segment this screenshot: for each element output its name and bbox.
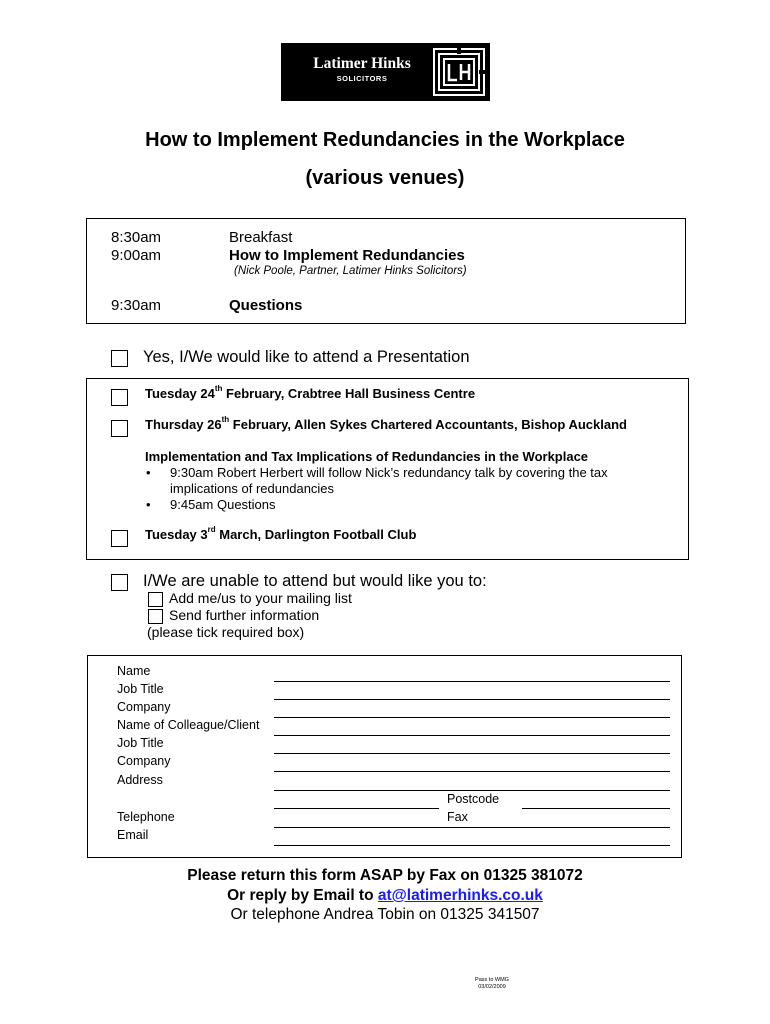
agenda-item: Breakfast	[229, 229, 293, 246]
tick-instruction: (please tick required box)	[147, 624, 305, 640]
latimer-hinks-logo	[281, 43, 490, 101]
fax-label: Fax	[447, 810, 468, 824]
address-line[interactable]	[274, 790, 670, 791]
company-line[interactable]	[274, 771, 670, 772]
postcode-label: Postcode	[447, 792, 500, 806]
field-label-name: Name	[117, 664, 151, 678]
session-label: Thursday 26th February, Allen Sykes Chartered Accountants, Bishop Auckland	[145, 415, 627, 432]
attend-label: Yes, I/We would like to attend a Presentation	[143, 348, 470, 366]
page-title: How to Implement Redundancies in the Workplace	[145, 129, 625, 151]
agenda-item: Questions	[229, 297, 303, 314]
further-info-label: Send further information	[169, 607, 320, 623]
email-instruction: Or reply by Email to at@latimerhinks.co.uk	[227, 887, 543, 904]
bullet-text: implications of redundancies	[170, 481, 335, 496]
mailing-list-checkbox[interactable]	[148, 592, 163, 607]
field-label-company: Company	[117, 700, 171, 714]
telephone-instruction: Or telephone Andrea Tobin on 01325 341507	[230, 906, 540, 923]
telephone-fax-line[interactable]	[274, 827, 670, 828]
agenda-speaker: (Nick Poole, Partner, Latimer Hinks Solicitors)	[234, 265, 467, 277]
bullet-text: 9:30am Robert Herbert will follow Nick’s redundancy talk by covering the tax	[170, 465, 608, 480]
bullet-point: •	[146, 497, 151, 512]
session-label: Tuesday 3rd March, Darlington Football Club	[145, 525, 417, 542]
session-checkbox[interactable]	[111, 530, 128, 547]
agenda-item: How to Implement Redundancies	[229, 247, 465, 264]
agenda-time: 8:30am	[111, 229, 162, 246]
further-info-checkbox[interactable]	[148, 609, 163, 624]
field-label-address: Address	[117, 773, 163, 787]
pass-note: Pass to WMG	[475, 977, 509, 983]
field-label-email: Email	[117, 828, 149, 842]
attend-checkbox[interactable]	[111, 350, 128, 367]
job-title-line[interactable]	[274, 753, 670, 754]
agenda-time: 9:30am	[111, 297, 162, 314]
bullet-point: •	[146, 465, 151, 480]
agenda-time: 9:00am	[111, 247, 162, 264]
session-checkbox[interactable]	[111, 389, 128, 406]
bullet-text: 9:45am Questions	[170, 497, 276, 512]
address-line[interactable]	[274, 808, 439, 809]
page-subtitle: (various venues)	[305, 167, 465, 189]
field-label-colleague: Name of Colleague/Client	[117, 718, 260, 732]
fax-instruction: Please return this form ASAP by Fax on 01325 381072	[187, 867, 583, 884]
mailing-list-label: Add me/us to your mailing list	[169, 590, 352, 606]
field-label-job-title: Job Title	[117, 682, 164, 696]
field-label-telephone: Telephone	[117, 810, 175, 824]
session-label: Tuesday 24th February, Crabtree Hall Business Centre	[145, 384, 476, 401]
logo-name: Latimer Hinks	[313, 55, 411, 72]
unable-label: I/We are unable to attend but would like you to:	[143, 572, 487, 590]
unable-checkbox[interactable]	[111, 574, 128, 591]
session-checkbox[interactable]	[111, 420, 128, 437]
postcode-line[interactable]	[522, 808, 670, 809]
field-label-company: Company	[117, 754, 171, 768]
job-title-line[interactable]	[274, 699, 670, 700]
field-label-job-title: Job Title	[117, 736, 164, 750]
name-line[interactable]	[274, 681, 670, 682]
email-line[interactable]	[274, 845, 670, 846]
maze-monogram-icon	[433, 48, 485, 96]
logo-subtitle: SOLICITORS	[336, 74, 388, 83]
company-line[interactable]	[274, 717, 670, 718]
tax-session-heading: Implementation and Tax Implications of Redundancies in the Workplace	[145, 449, 589, 464]
colleague-line[interactable]	[274, 735, 670, 736]
date-note: 03/02/2009	[478, 984, 506, 990]
email-link[interactable]: at@latimerhinks.co.uk	[377, 887, 543, 904]
